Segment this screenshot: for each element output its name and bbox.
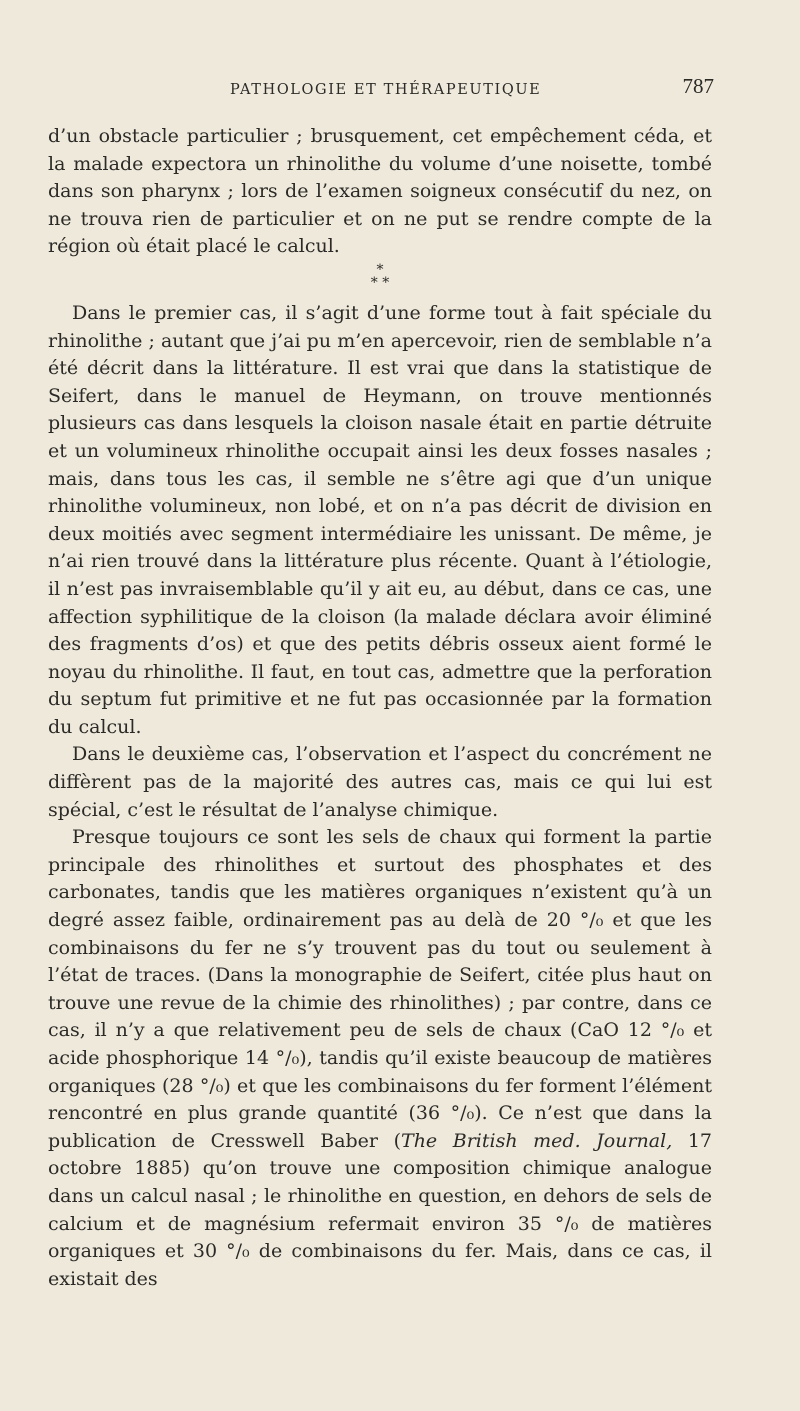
separator-asterisks: * * bbox=[370, 274, 390, 291]
section-separator bbox=[48, 261, 712, 291]
separator-asterisk: * bbox=[376, 261, 384, 278]
body-text bbox=[48, 123, 712, 1293]
running-header bbox=[48, 74, 712, 108]
chemistry-text-part1: Presque toujours ce sont les sels de chaux qui forment la partie principale des rhinolithes et surtout des phosphates et des carbonates, tandis que les matières organiques n’existent qu’à un degré assez faible, ordinairement pas au delà de 20 °/₀ et que les combinaisons du fer ne s’y trouvent pas du tout ou seulement à l’état de traces. (Dans la monographie de Seifert, citée plus haut on trouve une revue de la chimie des rhinolithes) ; par contre, dans ce cas, il n’y a que relativement peu de sels de chaux (CaO 12 °/₀ et acide phosphorique 14 °/₀), tandis qu’il existe beaucoup de matières organiques (28 °/₀) et que les combinaisons du fer forment l’élément rencontré en plus grande quantité (36 °/₀). Ce n’est que dans la publication de Cresswell Baber ( bbox=[48, 826, 712, 1152]
journal-citation: The British med. Journal, bbox=[401, 1129, 673, 1152]
paragraph-chemistry bbox=[48, 824, 712, 1293]
page-number: 787 bbox=[682, 74, 714, 98]
paragraph-second-case: Dans le deuxième cas, l’observation et l’aspect du concrément ne diffèrent pas de la majorité des autres cas, mais ce qui lui est spécial, c’est le résultat de l’analyse chimique. bbox=[48, 743, 712, 821]
running-title: PATHOLOGIE ET THÉRAPEUTIQUE bbox=[230, 82, 542, 98]
paragraph-continued: d’un obstacle particulier ; brusquement, cet empêchement céda, et la malade expectora un rhinolithe du volume d’une noisette, tombé dans son pharynx ; lors de l’examen soigneux consécutif du nez, on ne trouva rien de particulier et on ne put se rendre compte de la région où était placé le calcul. bbox=[48, 125, 712, 258]
chemistry-text-part2: 17 octobre 1885) qu’on trouve une composition chimique analogue dans un calcul nasal ; le rhinolithe en question, en dehors de sels de calcium et de magnésium refermait environ 35 °/₀ de matières organiques et 30 °/₀ de combinaisons du fer. Mais, dans ce cas, il existait des bbox=[48, 1129, 713, 1290]
paragraph-first-case: Dans le premier cas, il s’agit d’une forme tout à fait spéciale du rhinolithe ; autant que j’ai pu m’en apercevoir, rien de semblable n’a été décrit dans la littérature. Il est vrai que dans la statistique de Seifert, dans le manuel de Heymann, on trouve mentionnés plusieurs cas dans lesquels la cloison nasale était en partie détruite et un volumineux rhinolithe occupait ainsi les deux fosses nasales ; mais, dans tous les cas, il semble ne s’être agi que d’un unique rhinolithe volumineux, non lobé, et on n’a pas décrit de division en deux moitiés avec segment intermédiaire les unissant. De même, je n’ai rien trouvé dans la littérature plus récente. Quant à l’étiologie, il n’est pas invraisemblable qu’il y ait eu, au début, dans ce cas, une affection syphilitique de la cloison (la malade déclara avoir éliminé des fragments d’os) et que des petits débris osseux aient formé le noyau du rhinolithe. Il faut, en tout cas, admettre que la perforation du septum fut primitive et ne fut pas occasionnée par la formation du calcul. bbox=[48, 301, 712, 738]
